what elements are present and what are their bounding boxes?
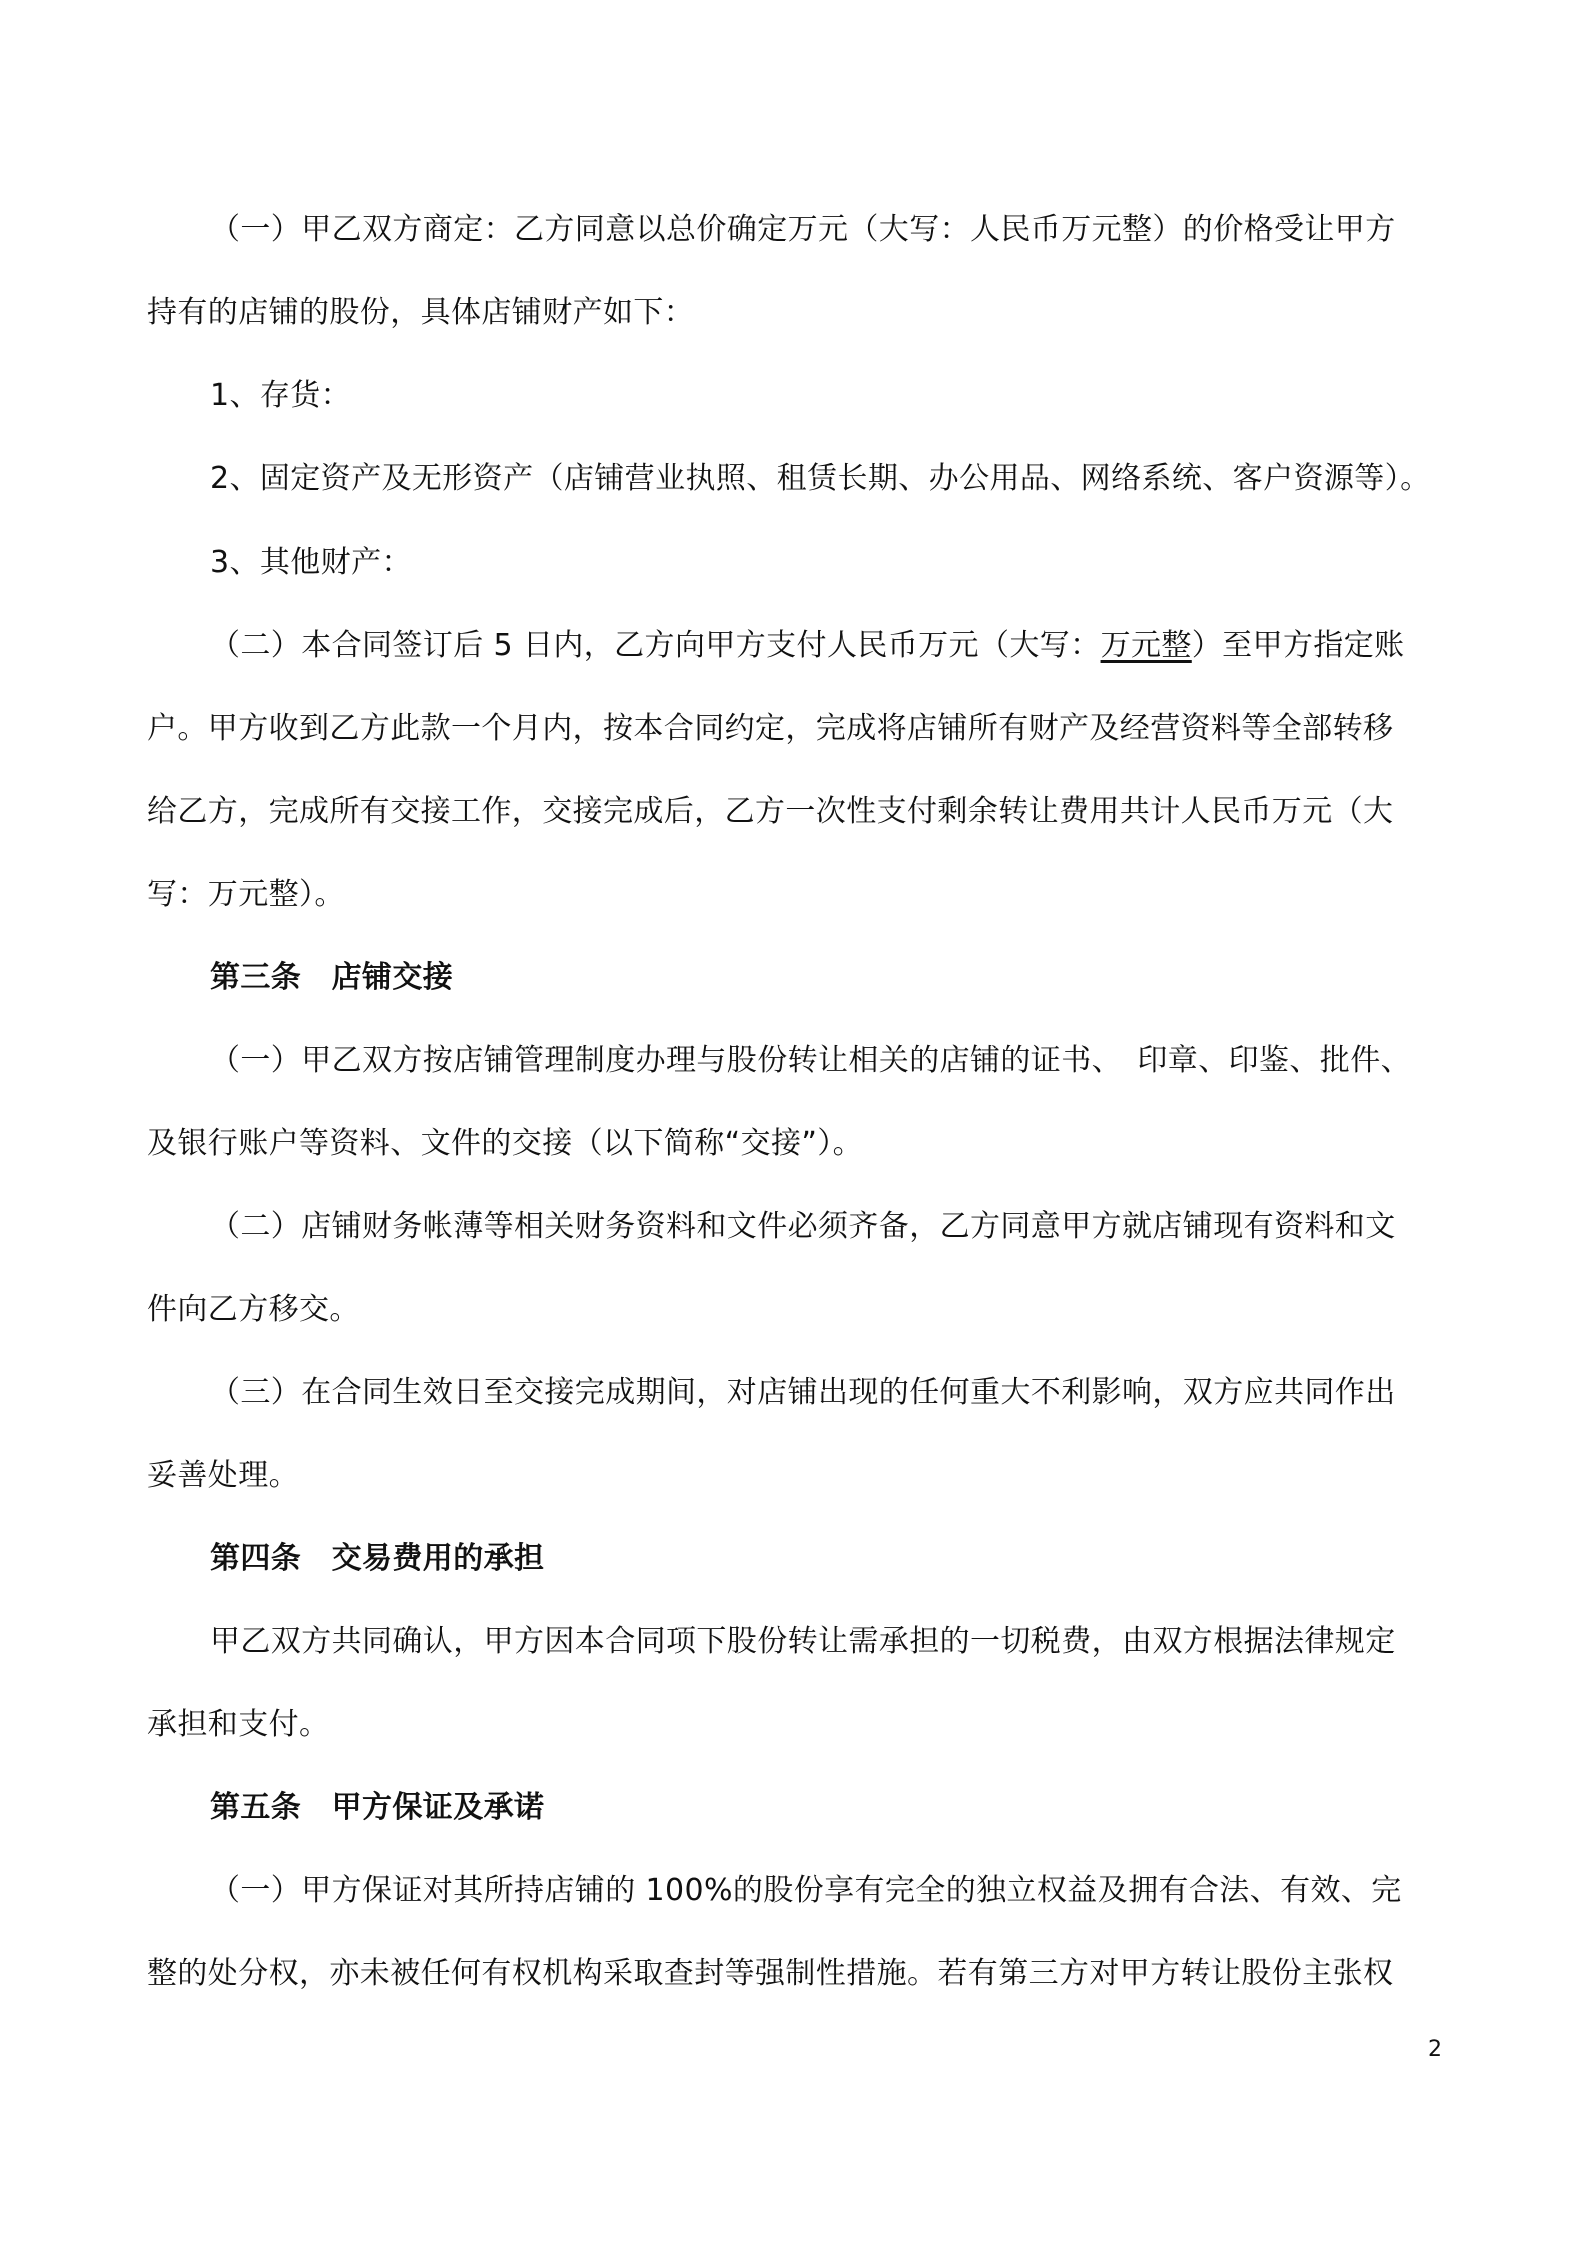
- paragraph-1-line-1: （一）甲乙双方商定：乙方同意以总价确定万元（大写：人民币万元整）的价格受让甲方: [210, 212, 1396, 247]
- article-3-line-1: （一）甲乙双方按店铺管理制度办理与股份转让相关的店铺的证书、 印章、印鉴、批件、: [210, 1043, 1411, 1078]
- paragraph-2-underlined-amount: 万元整: [1100, 628, 1192, 663]
- paragraph-2-line-1-pre: （二）本合同签订后 5 日内，乙方向甲方支付人民币万元（大写：: [210, 628, 1101, 663]
- list-item-fixed-assets: 2、固定资产及无形资产（店铺营业执照、租赁长期、办公用品、网络系统、客户资源等）。: [210, 461, 1431, 496]
- list-item-other-assets: 3、其他财产：: [210, 545, 412, 580]
- paragraph-2-line-1-post: ）至甲方指定账: [1191, 628, 1405, 663]
- article-3-line-4: 件向乙方移交。: [147, 1292, 360, 1327]
- article-4-line-1: 甲乙双方共同确认，甲方因本合同项下股份转让需承担的一切税费，由双方根据法律规定: [210, 1624, 1396, 1659]
- paragraph-2-line-3: 给乙方，完成所有交接工作，交接完成后，乙方一次性支付剩余转让费用共计人民币万元（大: [147, 794, 1394, 829]
- article-5-line-2: 整的处分权，亦未被任何有权机构采取查封等强制性措施。若有第三方对甲方转让股份主张权: [147, 1956, 1394, 1991]
- article-4-heading: 第四条 交易费用的承担: [210, 1541, 545, 1576]
- paragraph-1-line-2: 持有的店铺的股份，具体店铺财产如下：: [147, 295, 695, 330]
- list-item-inventory: 1、存货：: [210, 378, 352, 413]
- article-3-line-3: （二）店铺财务帐薄等相关财务资料和文件必须齐备，乙方同意甲方就店铺现有资料和文: [210, 1209, 1396, 1244]
- article-3-line-5: （三）在合同生效日至交接完成期间，对店铺出现的任何重大不利影响，双方应共同作出: [210, 1375, 1396, 1410]
- paragraph-2-line-2: 户。甲方收到乙方此款一个月内，按本合同约定，完成将店铺所有财产及经营资料等全部转移: [147, 711, 1394, 746]
- paragraph-2-line-1: [210, 626, 1405, 666]
- article-3-line-2: 及银行账户等资料、文件的交接（以下简称“交接”）。: [147, 1126, 864, 1161]
- article-3-line-6: 妥善处理。: [147, 1458, 299, 1493]
- article-5-line-1: （一）甲方保证对其所持店铺的 100%的股份享有完全的独立权益及拥有合法、有效、完: [210, 1873, 1402, 1908]
- article-5-heading: 第五条 甲方保证及承诺: [210, 1790, 545, 1825]
- paragraph-2-line-4: 写：万元整）。: [147, 877, 345, 912]
- article-3-heading: 第三条 店铺交接: [210, 960, 454, 995]
- article-4-line-2: 承担和支付。: [147, 1707, 330, 1742]
- page-number: 2: [1428, 2037, 1442, 2062]
